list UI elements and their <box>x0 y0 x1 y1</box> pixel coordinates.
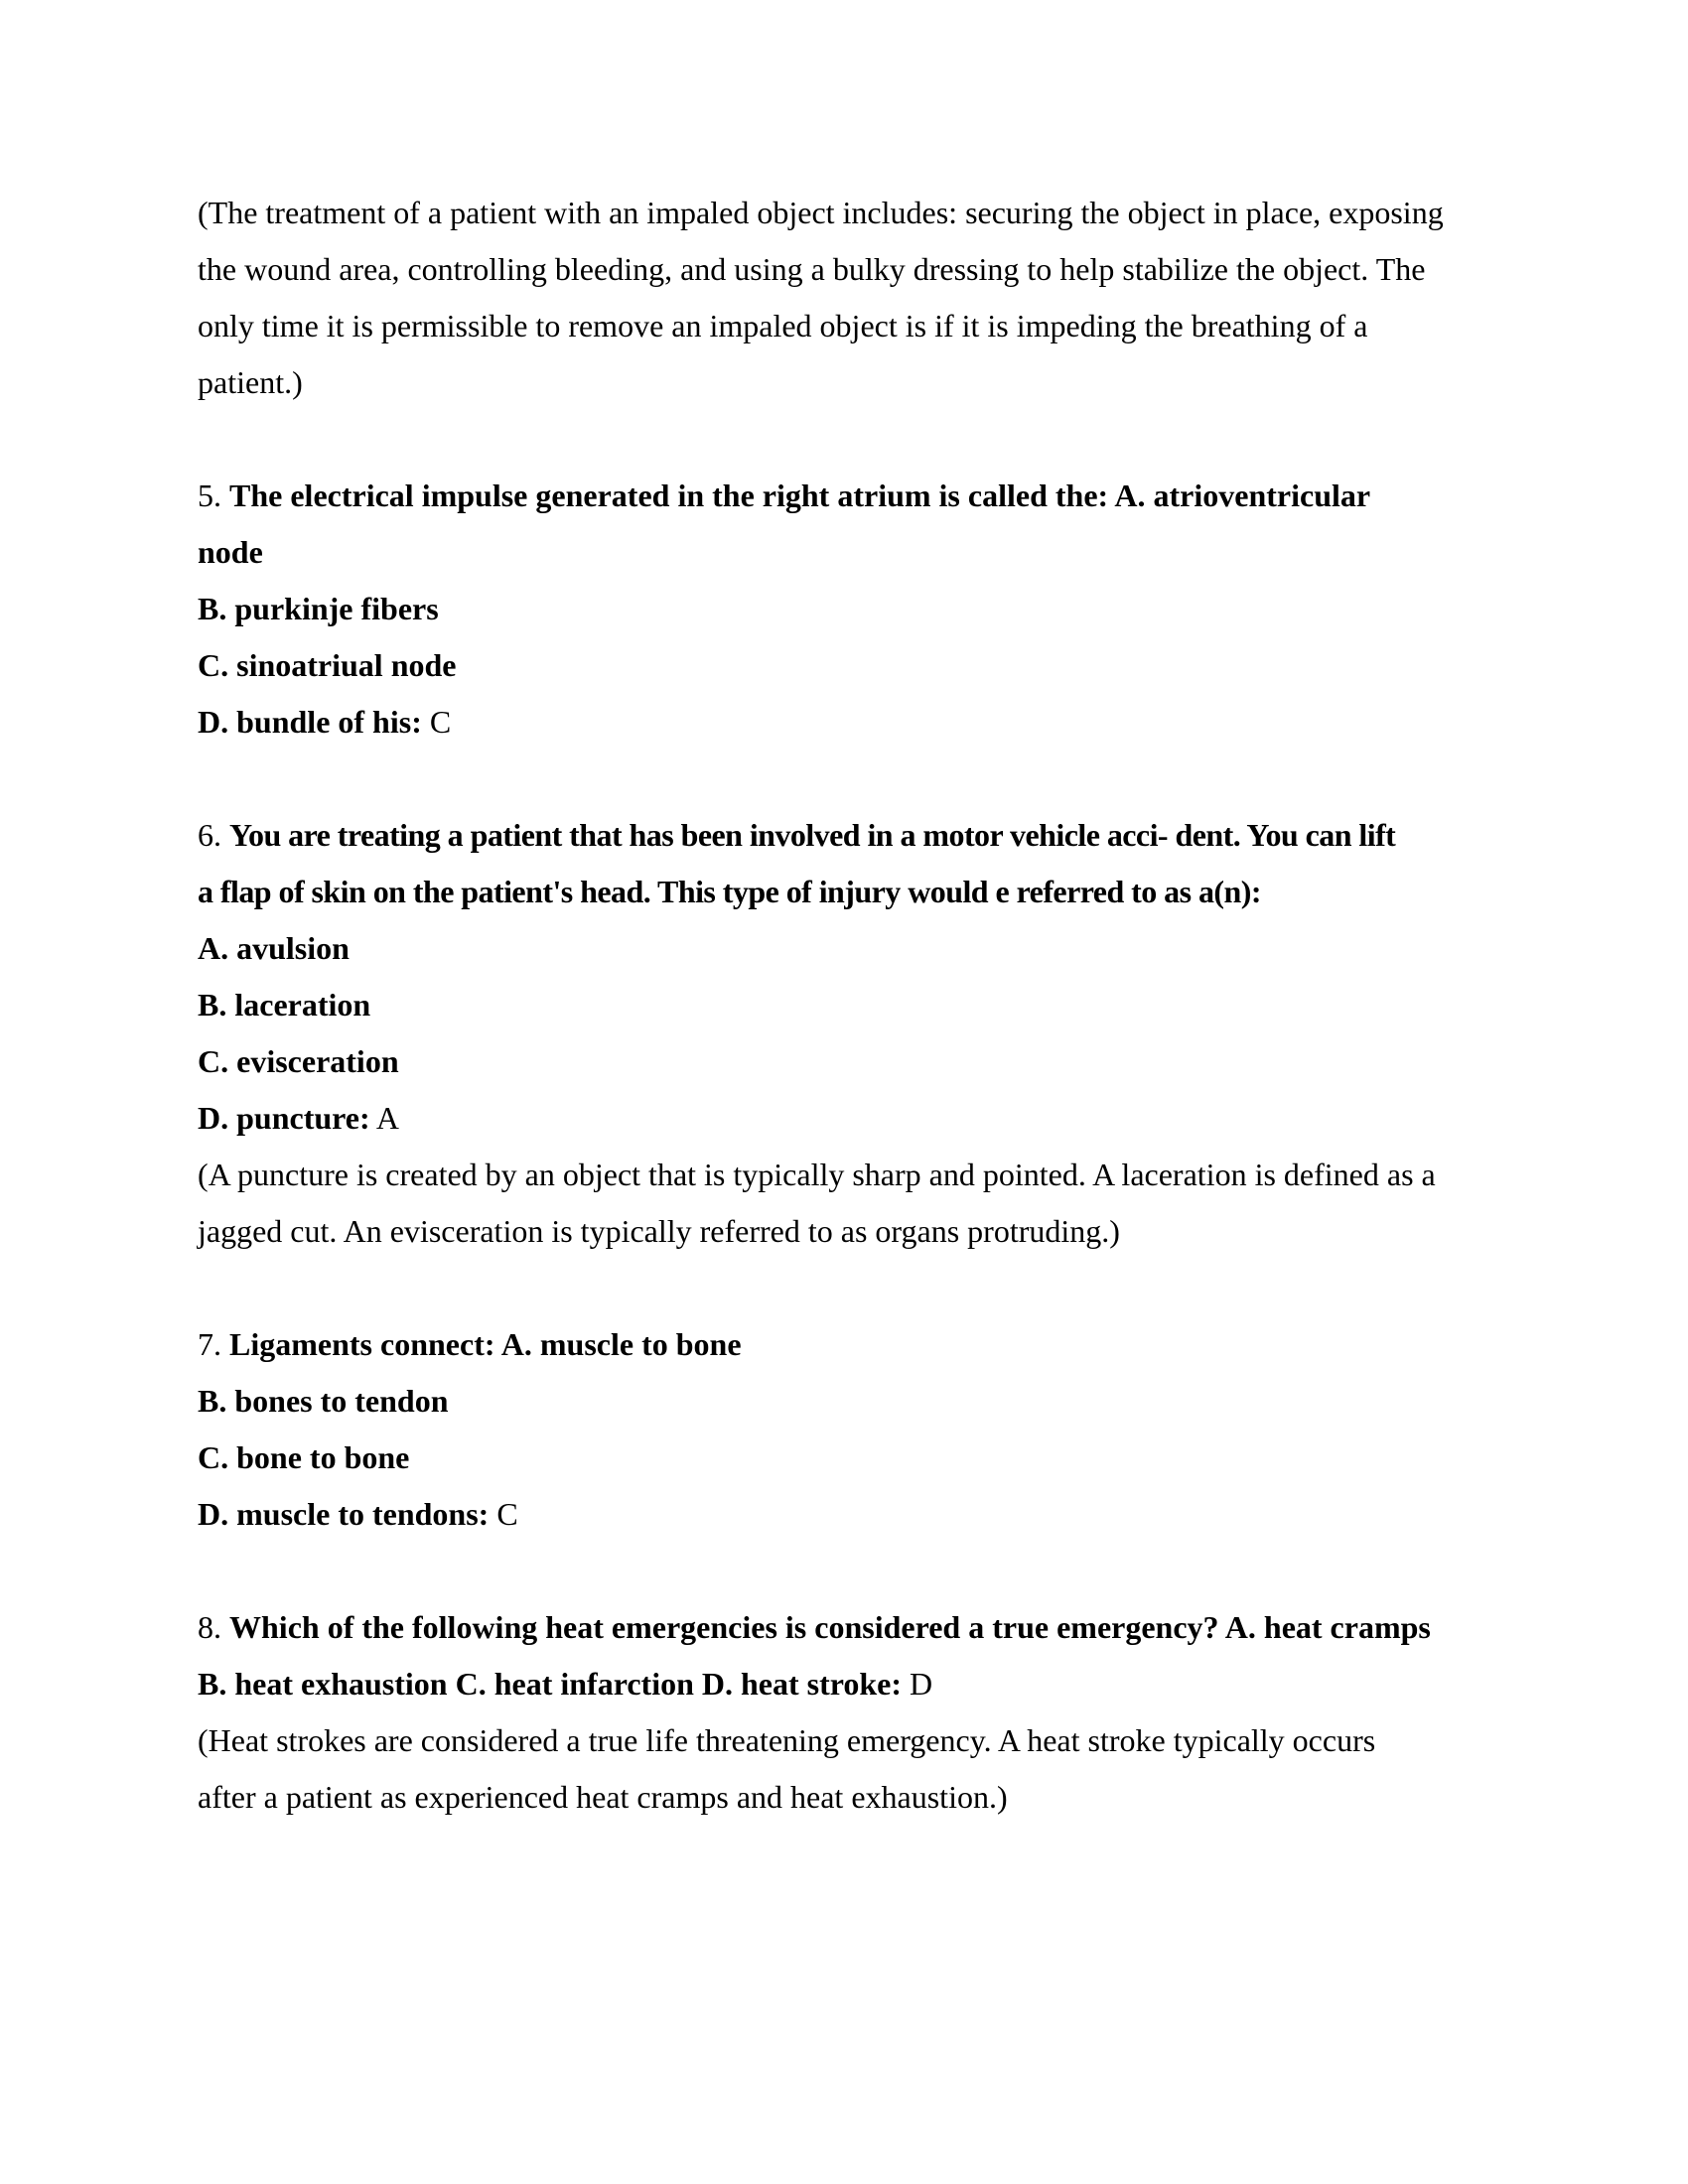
question-number: 6. <box>198 817 221 853</box>
intro-line: (The treatment of a patient with an impaled object includes: securing the object in place, exposing <box>198 195 1444 230</box>
answer-option: D. bundle of his: <box>198 704 422 740</box>
question-text-continued: node <box>198 534 263 570</box>
answer-option: A. avulsion <box>198 930 350 966</box>
answer-option: C. evisceration <box>198 1043 399 1079</box>
intro-explanation <box>198 185 1508 411</box>
answer-explanation-line: jagged cut. An evisceration is typically referred to as organs protruding.) <box>198 1213 1120 1249</box>
answer-option: C. bone to bone <box>198 1439 410 1475</box>
answer-option: B. bones to tendon <box>198 1383 449 1419</box>
intro-line: the wound area, controlling bleeding, and using a bulky dressing to help stabilize the object. The <box>198 251 1426 287</box>
correct-answer: C <box>496 1496 518 1532</box>
answer-option: B. purkinje fibers <box>198 591 439 626</box>
question-text: The electrical impulse generated in the right atrium is called the: A. atrioventricular <box>229 478 1371 513</box>
question-number: 5. <box>198 478 221 513</box>
answer-explanation-line: (Heat strokes are considered a true life threatening emergency. A heat stroke typically occurs <box>198 1722 1376 1758</box>
answer-option: C. sinoatriual node <box>198 647 457 683</box>
question-7 <box>198 1316 1508 1543</box>
question-text-continued: a flap of skin on the patient's head. This type of injury would e referred to as a(n): <box>198 874 1261 909</box>
question-text: Ligaments connect: A. muscle to bone <box>229 1326 742 1362</box>
document-page <box>198 185 1508 1882</box>
question-8 <box>198 1599 1508 1826</box>
answer-explanation-line: (A puncture is created by an object that is typically sharp and pointed. A laceration is defined as a <box>198 1157 1436 1192</box>
question-5 <box>198 468 1508 751</box>
correct-answer: A <box>375 1100 399 1136</box>
question-text: You are treating a patient that has been involved in a motor vehicle acci- dent. You can lift <box>229 817 1396 853</box>
question-number: 8. <box>198 1609 221 1645</box>
correct-answer: C <box>429 704 452 740</box>
question-text-continued: B. heat exhaustion C. heat infarction D. heat stroke: <box>198 1666 903 1702</box>
intro-line: patient.) <box>198 364 303 400</box>
answer-option: D. muscle to tendons: <box>198 1496 490 1532</box>
question-number: 7. <box>198 1326 221 1362</box>
answer-option: B. laceration <box>198 987 371 1023</box>
question-text: Which of the following heat emergencies is considered a true emergency? A. heat cramps <box>229 1609 1431 1645</box>
answer-explanation-line: after a patient as experienced heat cramps and heat exhaustion.) <box>198 1779 1008 1815</box>
answer-option: D. puncture: <box>198 1100 370 1136</box>
correct-answer: D <box>910 1666 933 1702</box>
intro-line: only time it is permissible to remove an impaled object is if it is impeding the breathing of a <box>198 308 1368 343</box>
question-6 <box>198 807 1508 1260</box>
